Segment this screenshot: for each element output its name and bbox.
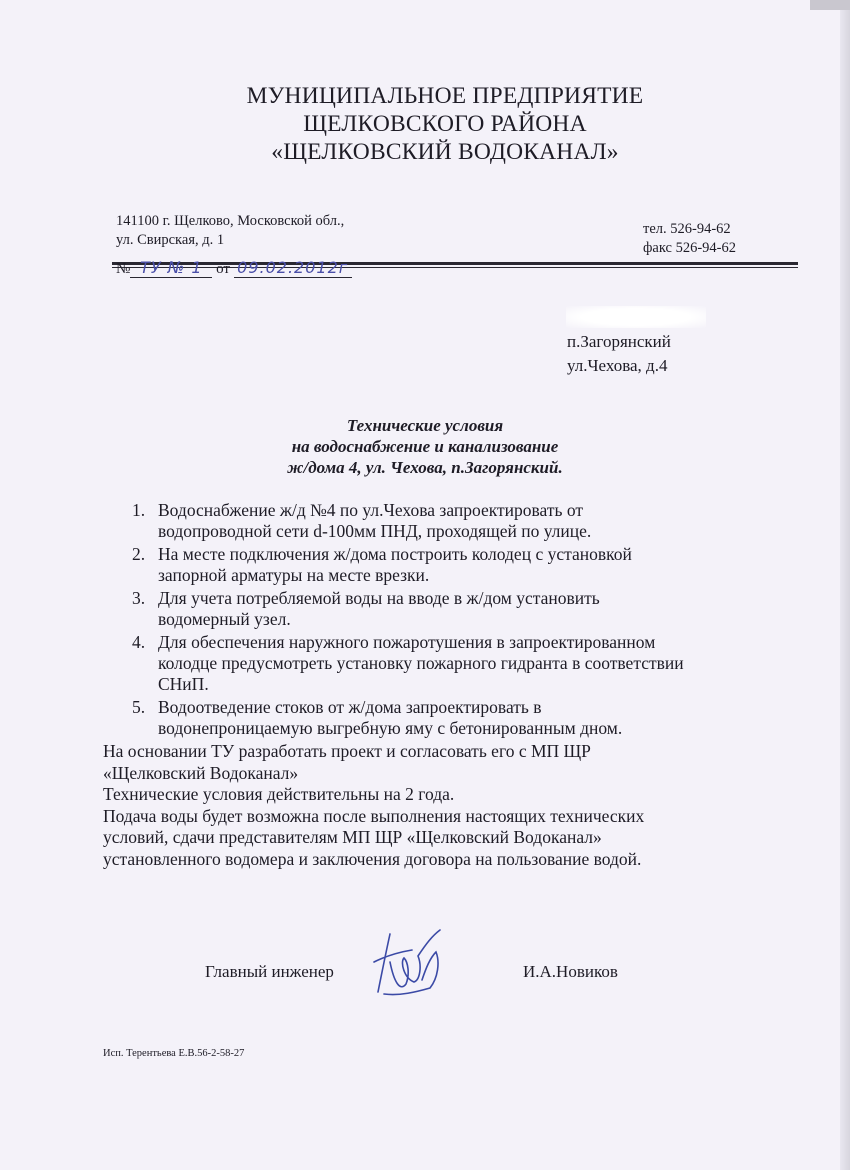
reg-number-label: №	[116, 261, 131, 277]
condition-item	[132, 500, 772, 542]
recipient-block	[567, 330, 671, 378]
document-title-line-1: Технические условия	[346, 416, 504, 435]
condition-line: водопроводной сети d-100мм ПНД, проходящей по улице.	[158, 521, 592, 541]
condition-number: 5.	[132, 697, 146, 717]
sender-address	[116, 212, 344, 250]
signatory-name: И.А.Новиков	[523, 962, 618, 981]
condition-line: запорной арматуры на месте врезки.	[158, 565, 430, 585]
condition-item	[132, 632, 772, 695]
letterhead-line-3: «ЩЕЛКОВСКИЙ ВОДОКАНАЛ»	[271, 139, 619, 165]
document-title-line-2: на водоснабжение и канализование	[291, 437, 559, 456]
condition-line: Водоотведение стоков от ж/дома запроектировать в	[158, 697, 542, 717]
registration-line	[116, 258, 352, 282]
paragraph-validity	[103, 784, 763, 806]
condition-line: Для обеспечения наружного пожаротушения в запроектированном	[158, 632, 656, 652]
handwritten-signature	[360, 922, 450, 1002]
scan-corner-mark	[810, 0, 850, 10]
paragraph-line: Подача воды будет возможна после выполнения настоящих технических	[103, 805, 645, 826]
condition-line: На месте подключения ж/дома построить колодец с установкой	[158, 544, 632, 564]
letterhead-line-1: МУНИЦИПАЛЬНОЕ ПРЕДПРИЯТИЕ	[246, 83, 644, 109]
condition-number: 4.	[132, 632, 146, 652]
condition-item	[132, 697, 772, 739]
reg-date-value: 09.02.2012г	[234, 258, 352, 278]
paragraph-line: Технические условия действительны на 2 года.	[103, 784, 455, 804]
fax-number: факс 526-94-62	[643, 240, 736, 256]
condition-line: водонепроницаемую выгребную яму с бетонированным дном.	[158, 718, 623, 738]
sender-address-line-1: 141100 г. Щелково, Московской обл.,	[116, 213, 345, 229]
conditions-list	[132, 500, 772, 741]
body-text	[103, 741, 763, 870]
condition-item	[132, 588, 772, 630]
paragraph-line: установленного водомера и заключения договора на пользование водой.	[103, 848, 642, 869]
sender-address-line-2: ул. Свирская, д. 1	[116, 232, 225, 248]
recipient-line-1: п.Загорянский	[567, 332, 671, 351]
signatory-role: Главный инженер	[205, 962, 334, 981]
paragraph-supply	[103, 806, 763, 871]
condition-line: Водоснабжение ж/д №4 по ул.Чехова запроектировать от	[158, 500, 584, 520]
phone-number: тел. 526-94-62	[643, 221, 731, 237]
paragraph-approval	[103, 741, 763, 784]
letterhead-line-2: ЩЕЛКОВСКОГО РАЙОНА	[303, 111, 587, 137]
paragraph-line: «Щелковский Водоканал»	[103, 762, 299, 783]
condition-number: 3.	[132, 588, 146, 608]
condition-item	[132, 544, 772, 586]
reg-number-value: ТУ № 1	[130, 258, 212, 278]
document-title-line-3: ж/дома 4, ул. Чехова, п.Загорянский.	[287, 458, 563, 477]
condition-line: колодце предусмотреть установку пожарного гидранта в соответствии	[158, 653, 684, 673]
document-title	[250, 415, 600, 478]
condition-line: СНиП.	[158, 674, 209, 694]
letterhead	[200, 82, 690, 166]
condition-number: 2.	[132, 544, 146, 564]
executor-note: Исп. Терентьева Е.В.56-2-58-27	[103, 1048, 245, 1059]
redacted-recipient-name	[566, 306, 706, 328]
page-edge-shadow	[840, 0, 850, 1170]
contacts	[643, 220, 736, 258]
paragraph-line: условий, сдачи представителям МП ЩР «Щелковский Водоканал»	[103, 827, 602, 847]
reg-date-label: от	[216, 261, 230, 277]
recipient-line-2: ул.Чехова, д.4	[567, 356, 668, 375]
condition-line: водомерный узел.	[158, 609, 291, 629]
condition-line: Для учета потребляемой воды на вводе в ж/дом установить	[158, 588, 600, 608]
condition-number: 1.	[132, 500, 146, 520]
paragraph-line: На основании ТУ разработать проект и согласовать его с МП ЩР	[103, 741, 591, 761]
